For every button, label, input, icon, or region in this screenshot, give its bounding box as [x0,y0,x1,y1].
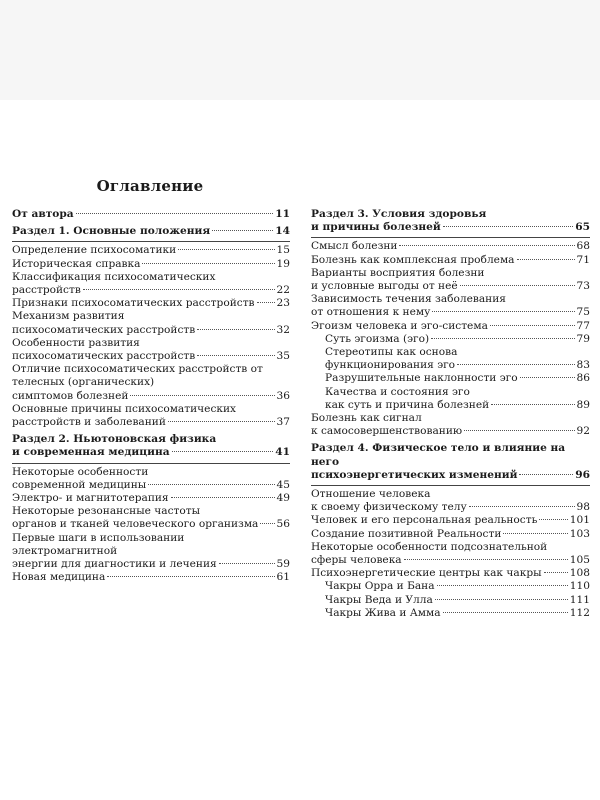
dot-leader [435,599,568,600]
page-number: 14 [275,225,290,238]
toc-subentry[interactable] [311,333,590,346]
toc-entry-text: От автора [12,208,74,220]
page-number: 11 [275,208,290,220]
dot-leader [148,484,274,485]
dot-leader [219,563,275,564]
page-number: 61 [276,571,290,584]
toc-section-heading[interactable] [12,225,290,238]
page-number: 110 [569,580,590,593]
toc-entry[interactable] [311,567,590,580]
dot-leader [520,377,575,378]
page-number: 108 [569,567,590,580]
dot-leader [503,533,567,534]
toc-entry-text: Раздел 3. Условия здоровья [311,208,487,220]
toc-entry-text: Некоторые особенности подсознательной [311,540,548,553]
toc-entry[interactable] [311,488,590,514]
toc-entry[interactable] [12,363,290,403]
page-number: 45 [276,478,290,491]
page-number: 15 [276,244,290,257]
toc-entry-text: Некоторые резонансные частоты [12,505,201,518]
dot-leader [172,451,274,452]
toc-entry[interactable] [311,528,590,541]
page-number: 79 [576,332,590,345]
toc-entry[interactable] [311,240,590,253]
page-number: 37 [276,416,290,429]
dot-leader [491,404,574,405]
page-number: 112 [569,606,590,619]
dot-leader [399,245,574,246]
toc-entry[interactable] [12,492,290,505]
dot-leader [168,421,275,422]
dot-leader [460,285,575,286]
toc-section-heading[interactable] [311,208,590,234]
page-number: 71 [576,253,590,266]
dot-leader [443,226,574,227]
toc-entry-text: Новая медицина [12,571,106,584]
page-number: 77 [576,319,590,332]
toc-entry-text: сферы человека [311,554,402,567]
toc-entry[interactable] [311,293,590,319]
toc-entry-text: Стереотипы как основа [325,346,458,359]
page-number: 36 [276,389,290,402]
toc-entry-text: как суть и причина болезней [325,398,490,411]
toc-entry-text: к своему физическому телу [311,501,467,514]
toc-entry-text: Болезнь как сигнал [311,412,422,425]
page-number: 92 [576,425,590,438]
dot-leader [197,355,274,356]
dot-leader [490,325,575,326]
page-number: 32 [276,323,290,336]
dot-leader [178,249,274,250]
dot-leader [539,519,567,520]
dot-leader [437,585,568,586]
dot-leader [517,259,575,260]
toc-entry-text: органов и тканей человеческого организма [12,518,259,531]
dot-leader [464,430,574,431]
page-number: 83 [576,359,590,372]
page-number: 19 [276,257,290,270]
dot-leader [257,302,275,303]
toc-section-heading[interactable] [12,208,290,221]
toc-entry-text: Признаки психосоматических расстройств [12,297,255,310]
toc-entry[interactable] [12,571,290,584]
toc-entry-text: Чакры Жива и Амма [325,606,441,619]
toc-left-column [12,208,290,584]
toc-entry-text: телесных (органических) [12,376,155,389]
toc-entry-text: психосоматических расстройств [12,323,196,336]
toc-entry-text: Чакры Веда и Улла [325,593,433,606]
toc-entry-text: расстройств [12,284,81,297]
dot-leader [76,213,274,214]
toc-entry-text: Особенности развития [12,336,140,349]
dot-leader [443,612,568,613]
toc-entry-text: Механизм развития [12,310,125,323]
page-number: 59 [276,558,290,571]
dot-leader [130,395,274,396]
toc-entry-text: Зависимость течения заболевания [311,293,506,306]
page-number: 65 [575,221,590,234]
toc-entry-text: Человек и его персональная реальность [311,514,538,527]
dot-leader [83,289,275,290]
toc-entry-text: Раздел 1. Основные положения [12,225,211,238]
toc-entry-text: Отношение человека [311,488,431,501]
section-rule [311,237,590,238]
toc-entry-text: Варианты восприятия болезни [311,266,485,279]
toc-right-column [311,208,590,620]
toc-entry-text: Некоторые особенности [12,465,149,478]
toc-entry-text: Определение психосоматики [12,244,177,257]
toc-entry-text: Болезнь как комплексная проблема [311,253,515,266]
page-number: 49 [276,492,290,505]
toc-section-heading[interactable] [12,433,290,459]
toc-entry-text: Эгоизм человека и эго-система [311,319,488,332]
toc-entry[interactable] [12,310,290,336]
dot-leader [404,559,568,560]
page-number: 22 [276,284,290,297]
toc-entry-text: Основные причины психосоматических [12,402,237,415]
dot-leader [431,338,574,339]
toc-entry-text: Смысл болезни [311,240,398,253]
toc-entry-text: Раздел 4. Физическое тело и влияние на него [311,442,566,468]
page-number: 41 [275,446,290,459]
toc-entry[interactable] [12,403,290,429]
section-rule [12,241,290,242]
toc-entry[interactable] [311,412,590,438]
toc-entry[interactable] [12,271,290,297]
toc-entry[interactable] [12,532,290,572]
page-number: 111 [569,593,590,606]
dot-leader [469,506,575,507]
toc-entry-text: и причины болезней [311,221,441,234]
toc-entry[interactable] [12,244,290,257]
page-number: 105 [569,554,590,567]
page-number: 75 [576,306,590,319]
toc-title: Оглавление [96,177,204,195]
dot-leader [197,329,274,330]
toc-entry-text: Разрушительные наклонности эго [325,372,518,385]
page-number: 98 [576,501,590,514]
page-number: 86 [576,372,590,385]
toc-entry-text: энергии для диагностики и лечения [12,558,217,571]
toc-entry-text: Классификация психосоматических [12,270,216,283]
toc-entry-text: психосоматических расстройств [12,350,196,363]
dot-leader [519,474,573,475]
toc-entry[interactable] [311,267,590,293]
page-number: 35 [276,350,290,363]
toc-entry[interactable] [311,254,590,267]
toc-entry-text: Психоэнергетические центры как чакры [311,567,542,580]
section-rule [311,485,590,486]
toc-subentry[interactable] [311,580,590,593]
toc-entry-text: Отличие психосоматических расстройств от [12,363,263,376]
section-rule [12,463,290,464]
page-number: 101 [569,514,590,527]
dot-leader [212,230,273,231]
toc-entry[interactable] [311,541,590,567]
toc-entry-text: от отношения к нему [311,306,431,319]
toc-entry-text: современной медицины [12,478,147,491]
page-number: 73 [576,280,590,293]
toc-entry-text: симптомов болезней [12,389,129,402]
dot-leader [142,263,274,264]
toc-subentry[interactable] [311,386,590,412]
toc-entry-text: Первые шаги в использовании электромагнитной [12,531,185,557]
toc-subentry[interactable] [311,346,590,372]
dot-leader [432,311,574,312]
toc-entry-text: расстройств и заболеваний [12,416,166,429]
toc-subentry[interactable] [311,607,590,620]
page-number: 89 [576,398,590,411]
dot-leader [457,364,574,365]
book-page [0,100,600,800]
page-number: 56 [276,518,290,531]
toc-entry-text: функционирования эго [325,359,456,372]
toc-entry-text: психоэнергетических изменений [311,468,518,481]
toc-entry[interactable] [12,505,290,531]
page-number: 96 [575,468,590,481]
dot-leader [544,572,568,573]
page-number: 23 [276,297,290,310]
toc-entry-text: к самосовершенствованию [311,425,463,438]
toc-entry-text: Создание позитивной Реальности [311,527,502,540]
toc-entry[interactable] [12,258,290,271]
toc-subentry[interactable] [311,594,590,607]
toc-entry-text: и условные выгоды от неё [311,280,458,293]
toc-entry-text: Качества и состояния эго [325,385,470,398]
toc-subentry[interactable] [311,372,590,385]
toc-entry[interactable] [311,320,590,333]
dot-leader [107,576,274,577]
dot-leader [260,523,274,524]
toc-entry-text: Чакры Орра и Бана [325,580,435,593]
toc-entry-text: Электро- и магнитотерапия [12,492,169,505]
toc-entry[interactable] [12,297,290,310]
page-number: 103 [569,527,590,540]
dot-leader [171,497,275,498]
toc-entry[interactable] [12,337,290,363]
toc-entry[interactable] [12,466,290,492]
page-number: 68 [576,240,590,253]
toc-entry-text: и современная медицина [12,446,170,459]
toc-entry-text: Суть эгоизма (эго) [325,332,430,345]
top-background [0,0,600,100]
toc-section-heading[interactable] [311,442,590,482]
toc-entry[interactable] [311,514,590,527]
toc-entry-text: Историческая справка [12,257,141,270]
toc-entry-text: Раздел 2. Ньютоновская физика [12,433,217,446]
